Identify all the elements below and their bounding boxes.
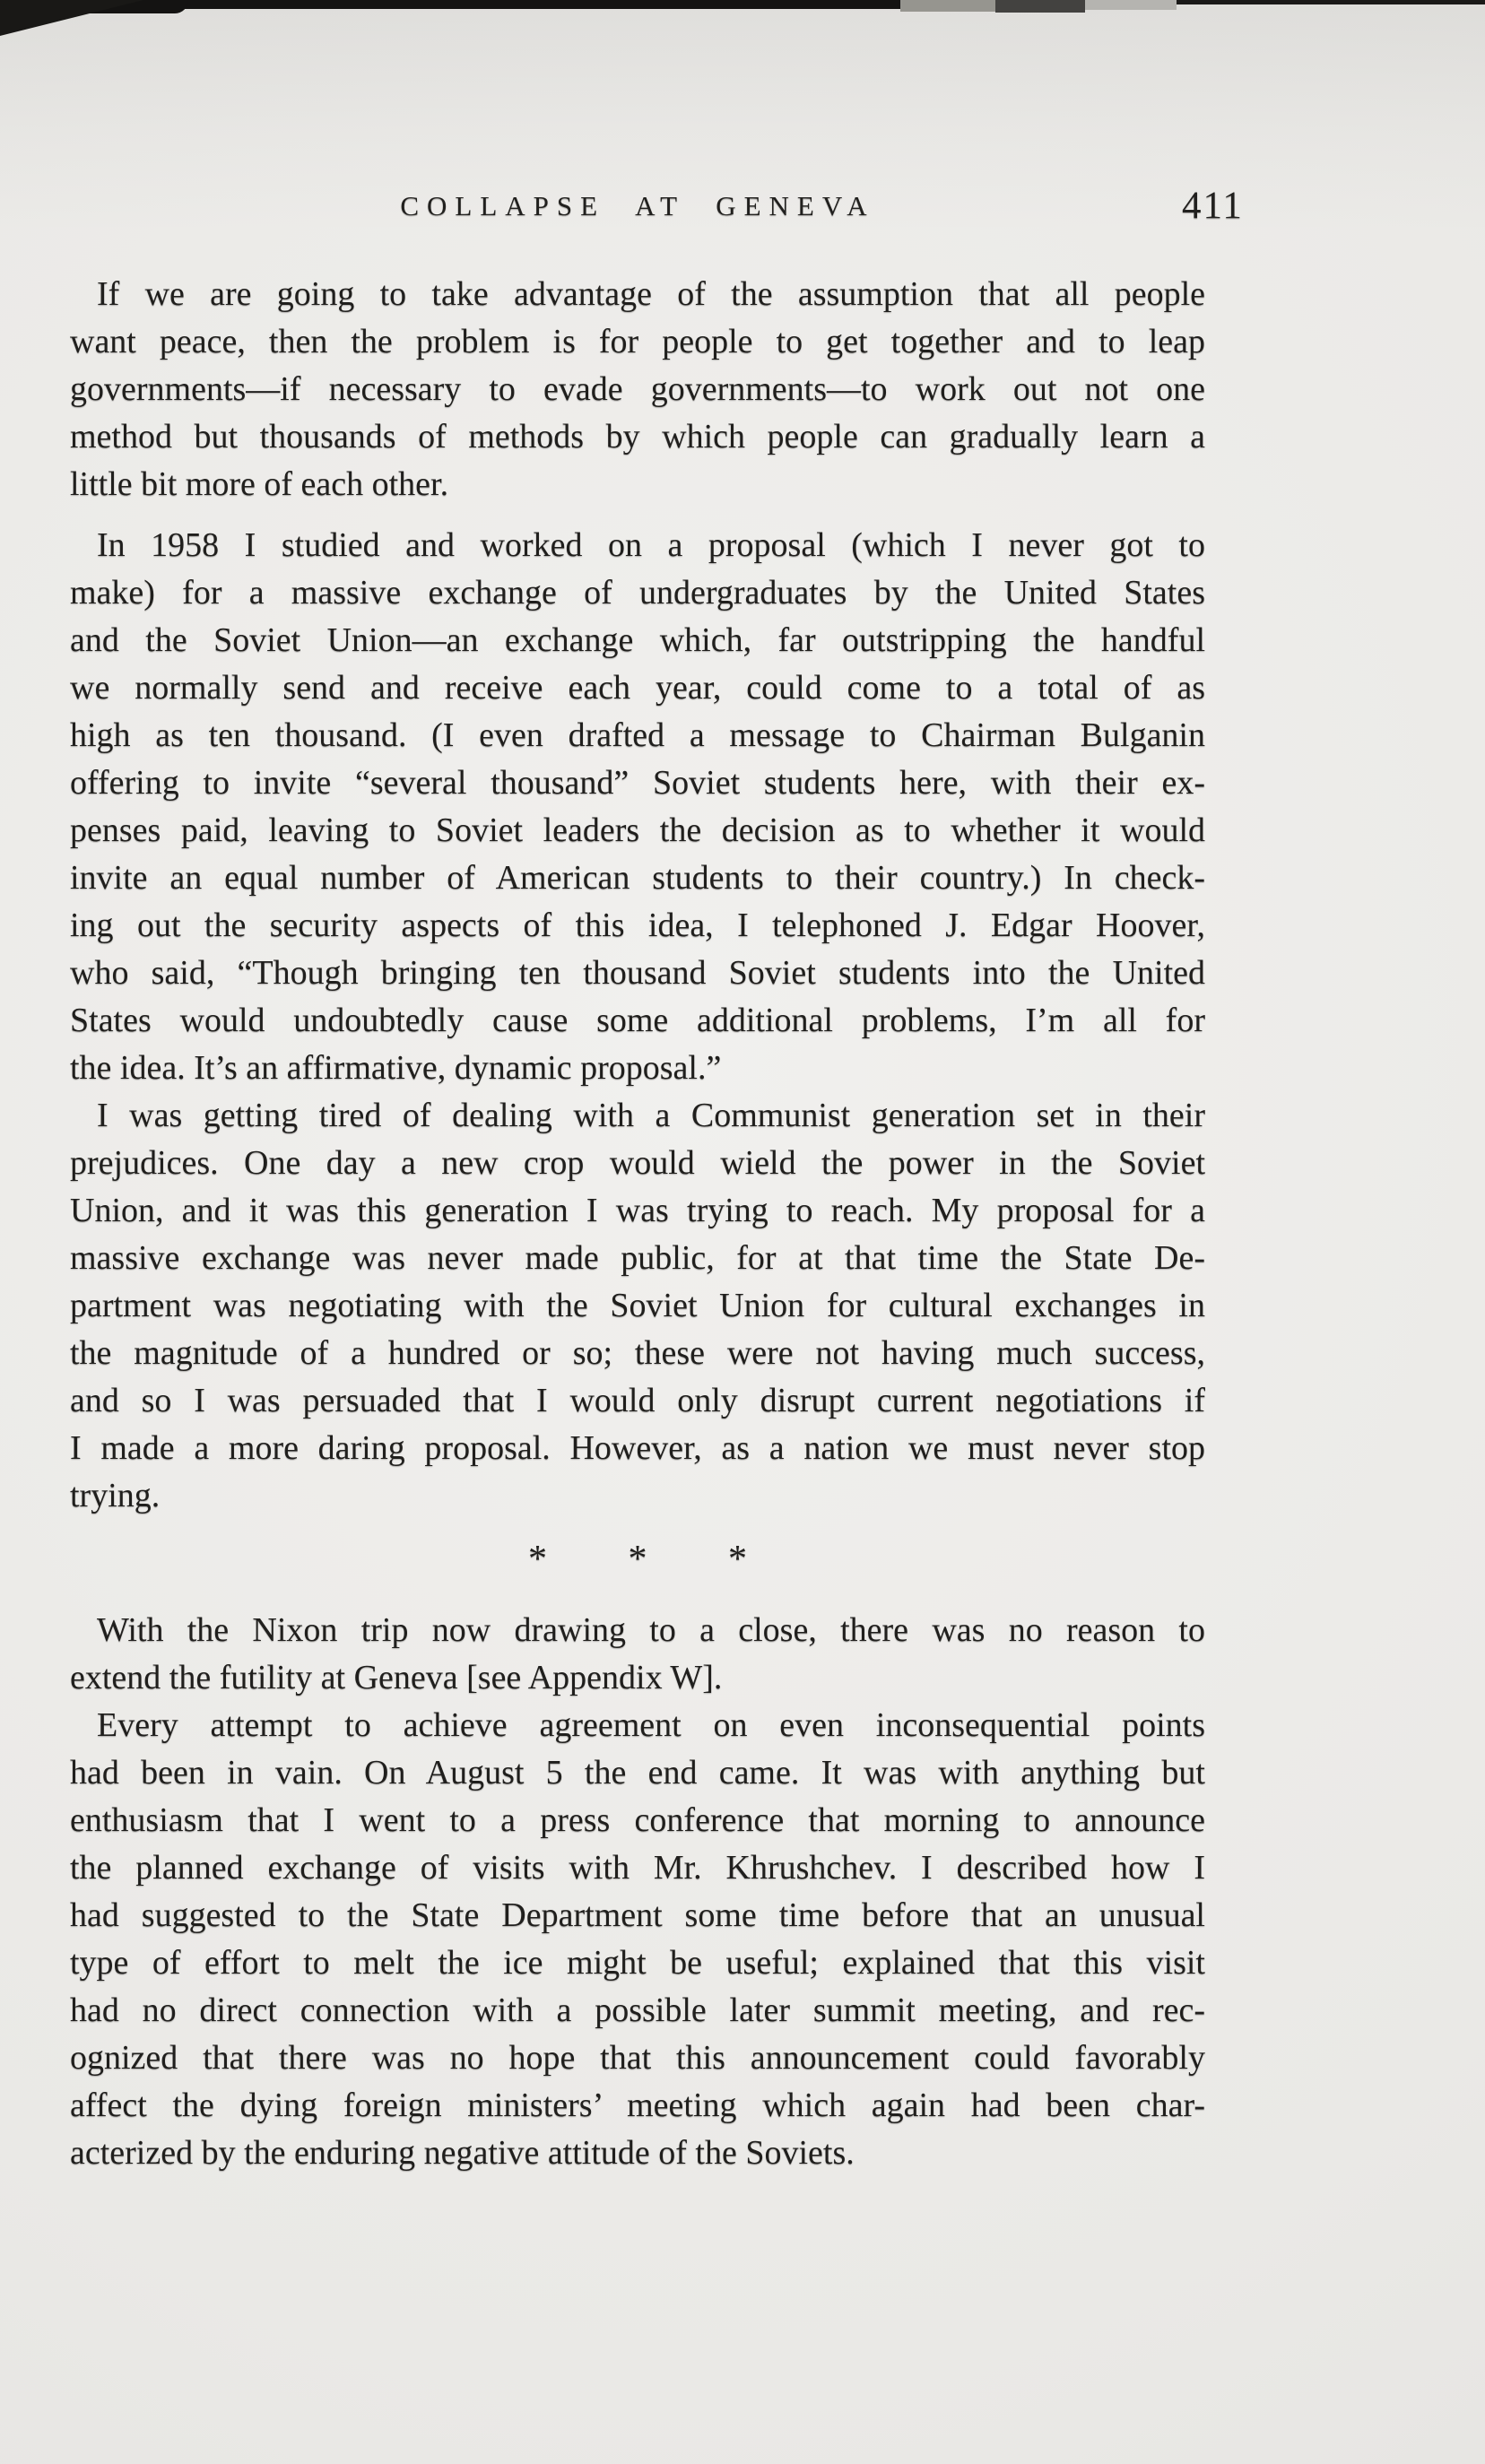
text-line: trying. (70, 1477, 161, 1514)
text-line: the idea. It’s an affirmative, dynamic proposal.” (70, 1049, 722, 1087)
text-line: had no direct connection with a possible later summit meeting, and rec- (70, 1991, 1205, 2029)
text-line: little bit more of each other. (70, 465, 449, 503)
text-line: had suggested to the State Department some time before that an unusual (70, 1896, 1205, 1934)
text-line: and so I was persuaded that I would only disrupt current negotiations if (70, 1382, 1205, 1419)
text-line: affect the dying foreign ministers’ meeting which again had been char- (70, 2087, 1205, 2124)
text-line: Union, and it was this generation I was trying to reach. My proposal for a (70, 1192, 1205, 1229)
paragraph (70, 522, 1205, 1092)
text-line: method but thousands of methods by which people can gradually learn a (70, 418, 1205, 455)
scan-edge-patch (995, 0, 1085, 13)
text-line: prejudices. One day a new crop would wield the power in the Soviet (70, 1144, 1205, 1182)
text-line: who said, “Though bringing ten thousand Soviet students into the United (70, 954, 1205, 992)
text-line: In 1958 I studied and worked on a proposal (which I never got to (97, 526, 1205, 564)
text-line: offering to invite “several thousand” Soviet students here, with their ex- (70, 764, 1205, 802)
paragraph-group (70, 271, 1205, 1520)
text-line: the planned exchange of visits with Mr. Khrushchev. I described how I (70, 1849, 1205, 1887)
paragraph (70, 1607, 1205, 1702)
paragraph (70, 1092, 1205, 1520)
text-line: type of effort to melt the ice might be useful; explained that this visit (70, 1944, 1205, 1982)
running-head: COLLAPSE AT GENEVA (400, 190, 875, 221)
text-line: With the Nixon trip now drawing to a close, there was no reason to (97, 1611, 1205, 1649)
scan-edge-patch (1085, 0, 1177, 10)
text-line: the magnitude of a hundred or so; these were not having much success, (70, 1334, 1205, 1372)
text-line: acterized by the enduring negative attitude of the Soviets. (70, 2134, 855, 2172)
scan-corner-shadow (0, 0, 143, 36)
text-line: invite an equal number of American students to their country.) In check- (70, 859, 1205, 897)
text-line: high as ten thousand. (I even drafted a message to Chairman Bulganin (70, 716, 1205, 754)
text-line: ing out the security aspects of this idea, I telephoned J. Edgar Hoover, (70, 907, 1205, 944)
text-line: I was getting tired of dealing with a Communist generation set in their (97, 1097, 1205, 1134)
text-line: want peace, then the problem is for people to get together and to leap (70, 323, 1205, 360)
body-text (70, 271, 1205, 2177)
page-number: 411 (1182, 185, 1244, 227)
text-line: we normally send and receive each year, could come to a total of as (70, 669, 1205, 707)
text-line: enthusiasm that I went to a press conference that morning to announce (70, 1801, 1205, 1839)
text-line: had been in vain. On August 5 the end came. It was with anything but (70, 1754, 1205, 1792)
text-line: massive exchange was never made public, for at that time the State De- (70, 1239, 1205, 1277)
scan-edge-band-thin (1177, 0, 1485, 4)
paragraph (70, 271, 1205, 508)
text-line: governments—if necessary to evade governments—to work out not one (70, 370, 1205, 408)
paragraph-group (70, 1607, 1205, 2177)
scan-edge-patch (900, 0, 995, 12)
text-line: penses paid, leaving to Soviet leaders the decision as to whether it would (70, 811, 1205, 849)
text-line: ognized that there was no hope that this announcement could favorably (70, 2039, 1205, 2077)
section-separator: * * * (528, 1539, 747, 1580)
text-line: and the Soviet Union—an exchange which, far outstripping the handful (70, 621, 1205, 659)
text-line: I made a more daring proposal. However, as a nation we must never stop (70, 1429, 1205, 1467)
text-line: Every attempt to achieve agreement on even inconsequential points (97, 1706, 1205, 1744)
text-line: States would undoubtedly cause some additional problems, I’m all for (70, 1002, 1205, 1039)
paragraph (70, 1702, 1205, 2177)
text-line: extend the futility at Geneva [see Appendix W]. (70, 1659, 723, 1696)
text-line: make) for a massive exchange of undergraduates by the United States (70, 574, 1205, 612)
text-line: partment was negotiating with the Soviet Union for cultural exchanges in (70, 1287, 1205, 1324)
text-line: If we are going to take advantage of the assumption that all people (97, 275, 1205, 313)
